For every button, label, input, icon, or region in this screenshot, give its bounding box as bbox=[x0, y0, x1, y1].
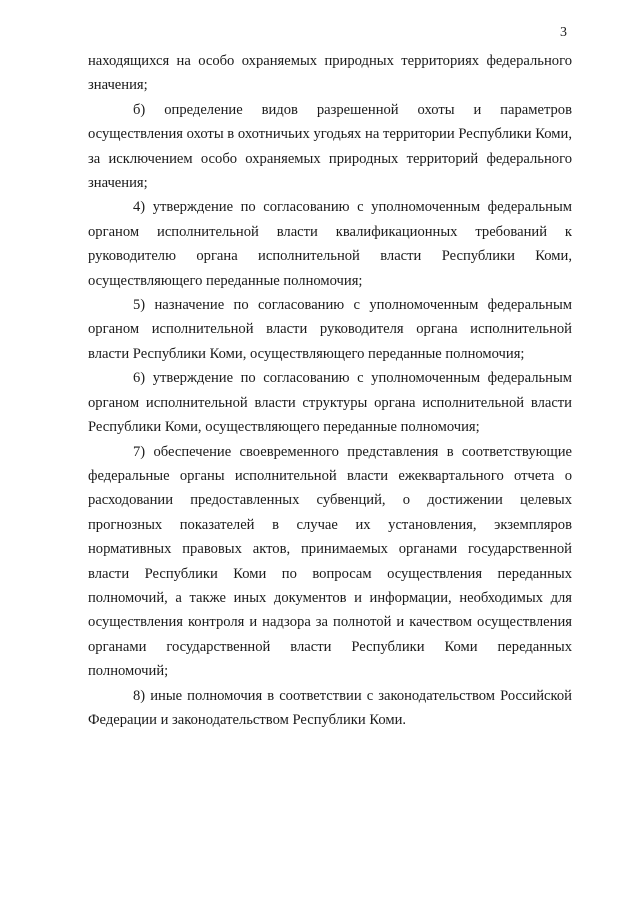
paragraph-item-b: б) определение видов разрешенной охоты и параметров осуществления охоты в охотничьих угодьях на территории Республики Коми, за исключением особо охраняемых природных территорий федерального значения; bbox=[88, 101, 572, 192]
page-number: 3 bbox=[560, 25, 567, 40]
paragraph-item-8: 8) иные полномочия в соответствии с законодательством Российской Федерации и законодательством Республики Коми. bbox=[88, 687, 572, 728]
document-body bbox=[88, 49, 572, 732]
paragraph-item-7: 7) обеспечение своевременного представления в соответствующие федеральные органы исполнительной власти ежеквартального отчета о расходовании предоставленных субвенций, о достижении целевых прогнозных показателей в случае их установления, экземпляров нормативных правовых актов, принимаемых органами государственной власти Республики Коми по вопросам осуществления переданных полномочий, а также иных документов и информации, необходимых для осуществления контроля и надзора за полнотой и качеством осуществления органами государственной власти Республики Коми переданных полномочий; bbox=[88, 443, 572, 680]
paragraph-item-4: 4) утверждение по согласованию с уполномоченным федеральным органом исполнительной власти квалификационных требований к руководителю органа исполнительной власти Республики Коми, осуществляющего переданные полномочия; bbox=[88, 199, 572, 289]
paragraph-item-5: 5) назначение по согласованию с уполномоченным федеральным органом исполнительной власти руководителя органа исполнительной власти Республики Коми, осуществляющего переданные полномочия; bbox=[88, 297, 572, 362]
paragraph-item-6: 6) утверждение по согласованию с уполномоченным федеральным органом исполнительной власти структуры органа исполнительной власти Республики Коми, осуществляющего переданные полномочия; bbox=[88, 370, 572, 436]
paragraph-continuation: находящихся на особо охраняемых природных территориях федерального значения; bbox=[88, 53, 572, 94]
